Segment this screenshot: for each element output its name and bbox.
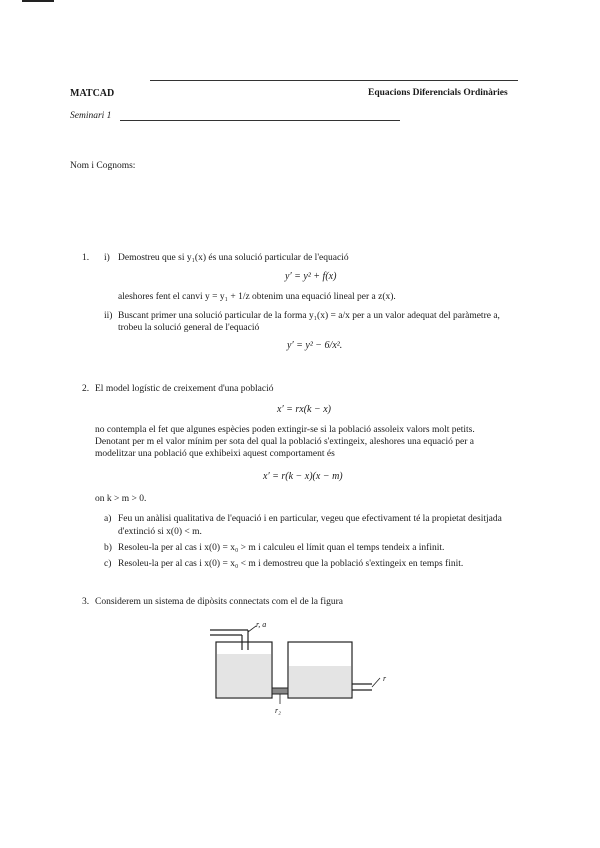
- problem1-part-i-text: Demostreu que si y₁(x) és una solució particular de l'equació: [118, 253, 349, 263]
- problem2-equation-2: x′ = r(k − x)(x − m): [263, 471, 343, 482]
- top-corner-mark: [22, 0, 54, 2]
- problem1-equation-2: y′ = y² − 6/x².: [287, 340, 343, 351]
- seminar-label: Seminari 1: [70, 111, 112, 121]
- problem2-item-a-text: Feu un anàlisi qualitativa de l'equació i en particular, vegeu que efectivament té la propietat desitjada: [118, 514, 502, 524]
- problem1-part-i-label: i): [104, 253, 110, 263]
- course-title: MATCAD: [70, 88, 115, 99]
- problem2-para-line3: modelitzar una població que exhibeixi aquest comportament és: [95, 449, 335, 459]
- problem1-number: 1.: [82, 253, 90, 263]
- figure-label-outflow: r: [383, 674, 387, 683]
- figure-label-inflow: r, a: [256, 620, 267, 629]
- problem2-intro: El model logístic de creixement d'una població: [95, 384, 274, 394]
- problem2-item-b-label: b): [104, 543, 112, 553]
- problem2-para-line1: no contempla el fet que algunes espècies poden extingir-se si la població assoleix valors molt petits.: [95, 425, 475, 435]
- problem2-item-c-label: c): [104, 559, 112, 569]
- connector-pipe: [272, 688, 288, 694]
- problem1-part-ii-label: ii): [104, 311, 113, 321]
- problem1-part-ii-line1: Buscant primer una solució particular de la forma y₁(x) = a/x per a un valor adequat del paràmetre a,: [118, 311, 500, 321]
- header-bottom-rule: [120, 120, 400, 121]
- problem2-equation-1: x′ = rx(k − x): [277, 404, 331, 415]
- problem2-item-c-text: Resoleu-la per al cas i x(0) = x₀ < m i demostreu que la població s'extingeix en temps finit.: [118, 559, 464, 569]
- name-field-label: Nom i Cognoms:: [70, 161, 136, 171]
- header-top-rule: [150, 80, 518, 81]
- problem3-text: Considerem un sistema de dipòsits connectats com el de la figura: [95, 597, 343, 607]
- problem2-number: 2.: [82, 384, 90, 394]
- subject-title: Equacions Diferencials Ordinàries: [368, 88, 508, 98]
- tank-system-figure: [200, 620, 390, 720]
- problem2-para-line2: Denotant per m el valor mínim per sota del qual la població s'extingeix, aleshores una equació per a: [95, 437, 474, 447]
- problem2-item-a-label: a): [104, 514, 112, 524]
- problem2-item-b-text: Resoleu-la per al cas i x(0) = x₀ > m i calculeu el límit quan el temps tendeix a infinit.: [118, 543, 445, 553]
- problem2-item-a-cont: d'extinció si x(0) < m.: [118, 527, 202, 537]
- problem1-part-i-after: aleshores fent el canvi y = y₁ + 1/z obtenim una equació lineal per a z(x).: [118, 292, 396, 302]
- figure-label-connector: r₂: [275, 706, 281, 715]
- problem3-number: 3.: [82, 597, 90, 607]
- problem1-equation-1: y′ = y² + f(x): [285, 271, 337, 282]
- problem1-part-ii-line2: trobeu la solució general de l'equació: [118, 323, 260, 333]
- problem2-condition: on k > m > 0.: [95, 494, 147, 504]
